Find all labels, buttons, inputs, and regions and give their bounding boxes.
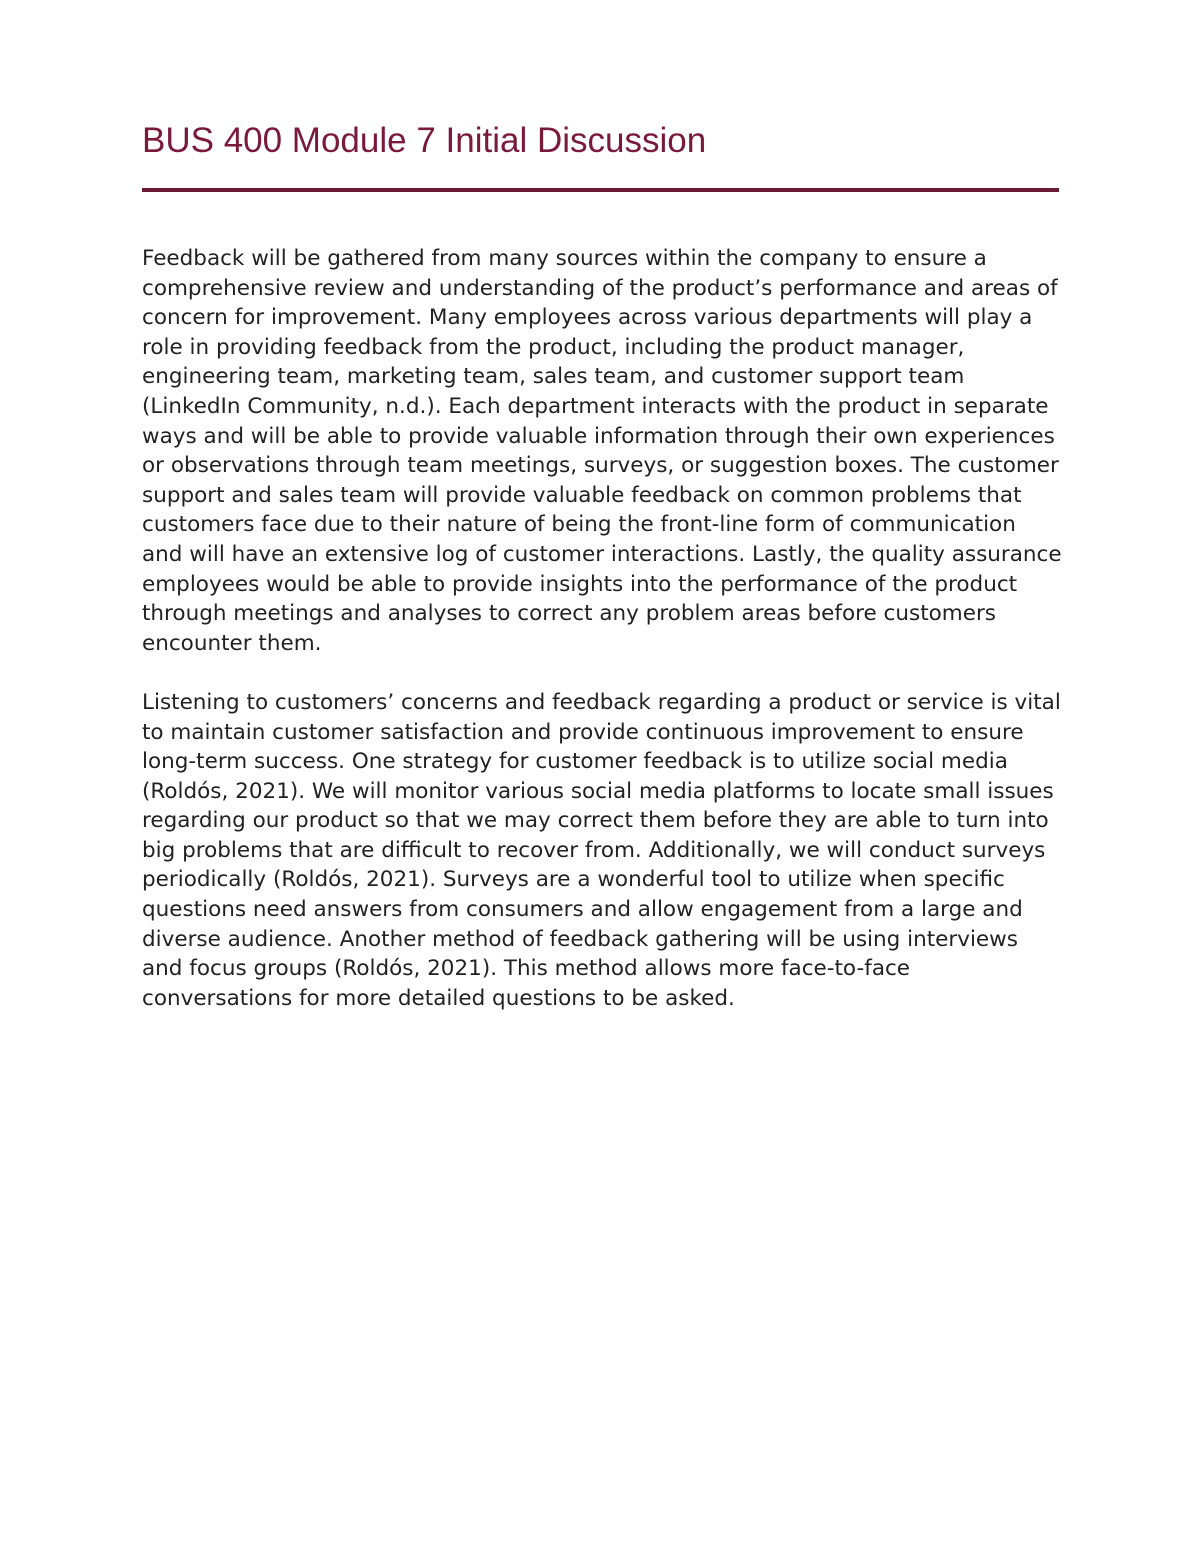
document-body — [142, 244, 1062, 1013]
paragraph-customer-feedback-strategies: Listening to customers’ concerns and feedback regarding a product or service is vital to maintain customer satisfaction and provide continuous improvement to ensure long-term success. One strategy for customer feedback is to utilize social media (Roldós, 2021). We will monitor various social media platforms to locate small issues regarding our product so that we may correct them before they are able to turn into big problems that are difficult to recover from. Additionally, we will conduct surveys periodically (Roldós, 2021). Surveys are a wonderful tool to utilize when specific questions need answers from consumers and allow engagement from a large and diverse audience. Another method of feedback gathering will be using interviews and focus groups (Roldós, 2021). This method allows more face-to-face conversations for more detailed questions to be asked. — [142, 689, 1061, 1011]
page-title: BUS 400 Module 7 Initial Discussion — [142, 121, 707, 160]
paragraph-feedback-sources: Feedback will be gathered from many sources within the company to ensure a comprehensive review and understanding of the product’s performance and areas of concern for improvement. Many employees across various departments will play a role in providing feedback from the product, including the product manager, engineering team, marketing team, sales team, and customer support team (LinkedIn Community, n.d.). Each department interacts with the product in separate ways and will be able to provide valuable information through their own experiences or observations through team meetings, surveys, or suggestion boxes. The customer support and sales team will provide valuable feedback on common problems that customers face due to their nature of being the front-line form of communication and will have an extensive log of customer interactions. Lastly, the quality assurance employees would be able to provide insights into the performance of the product through meetings and analyses to correct any problem areas before customers encounter them. — [142, 246, 1062, 656]
title-divider — [142, 188, 1059, 192]
